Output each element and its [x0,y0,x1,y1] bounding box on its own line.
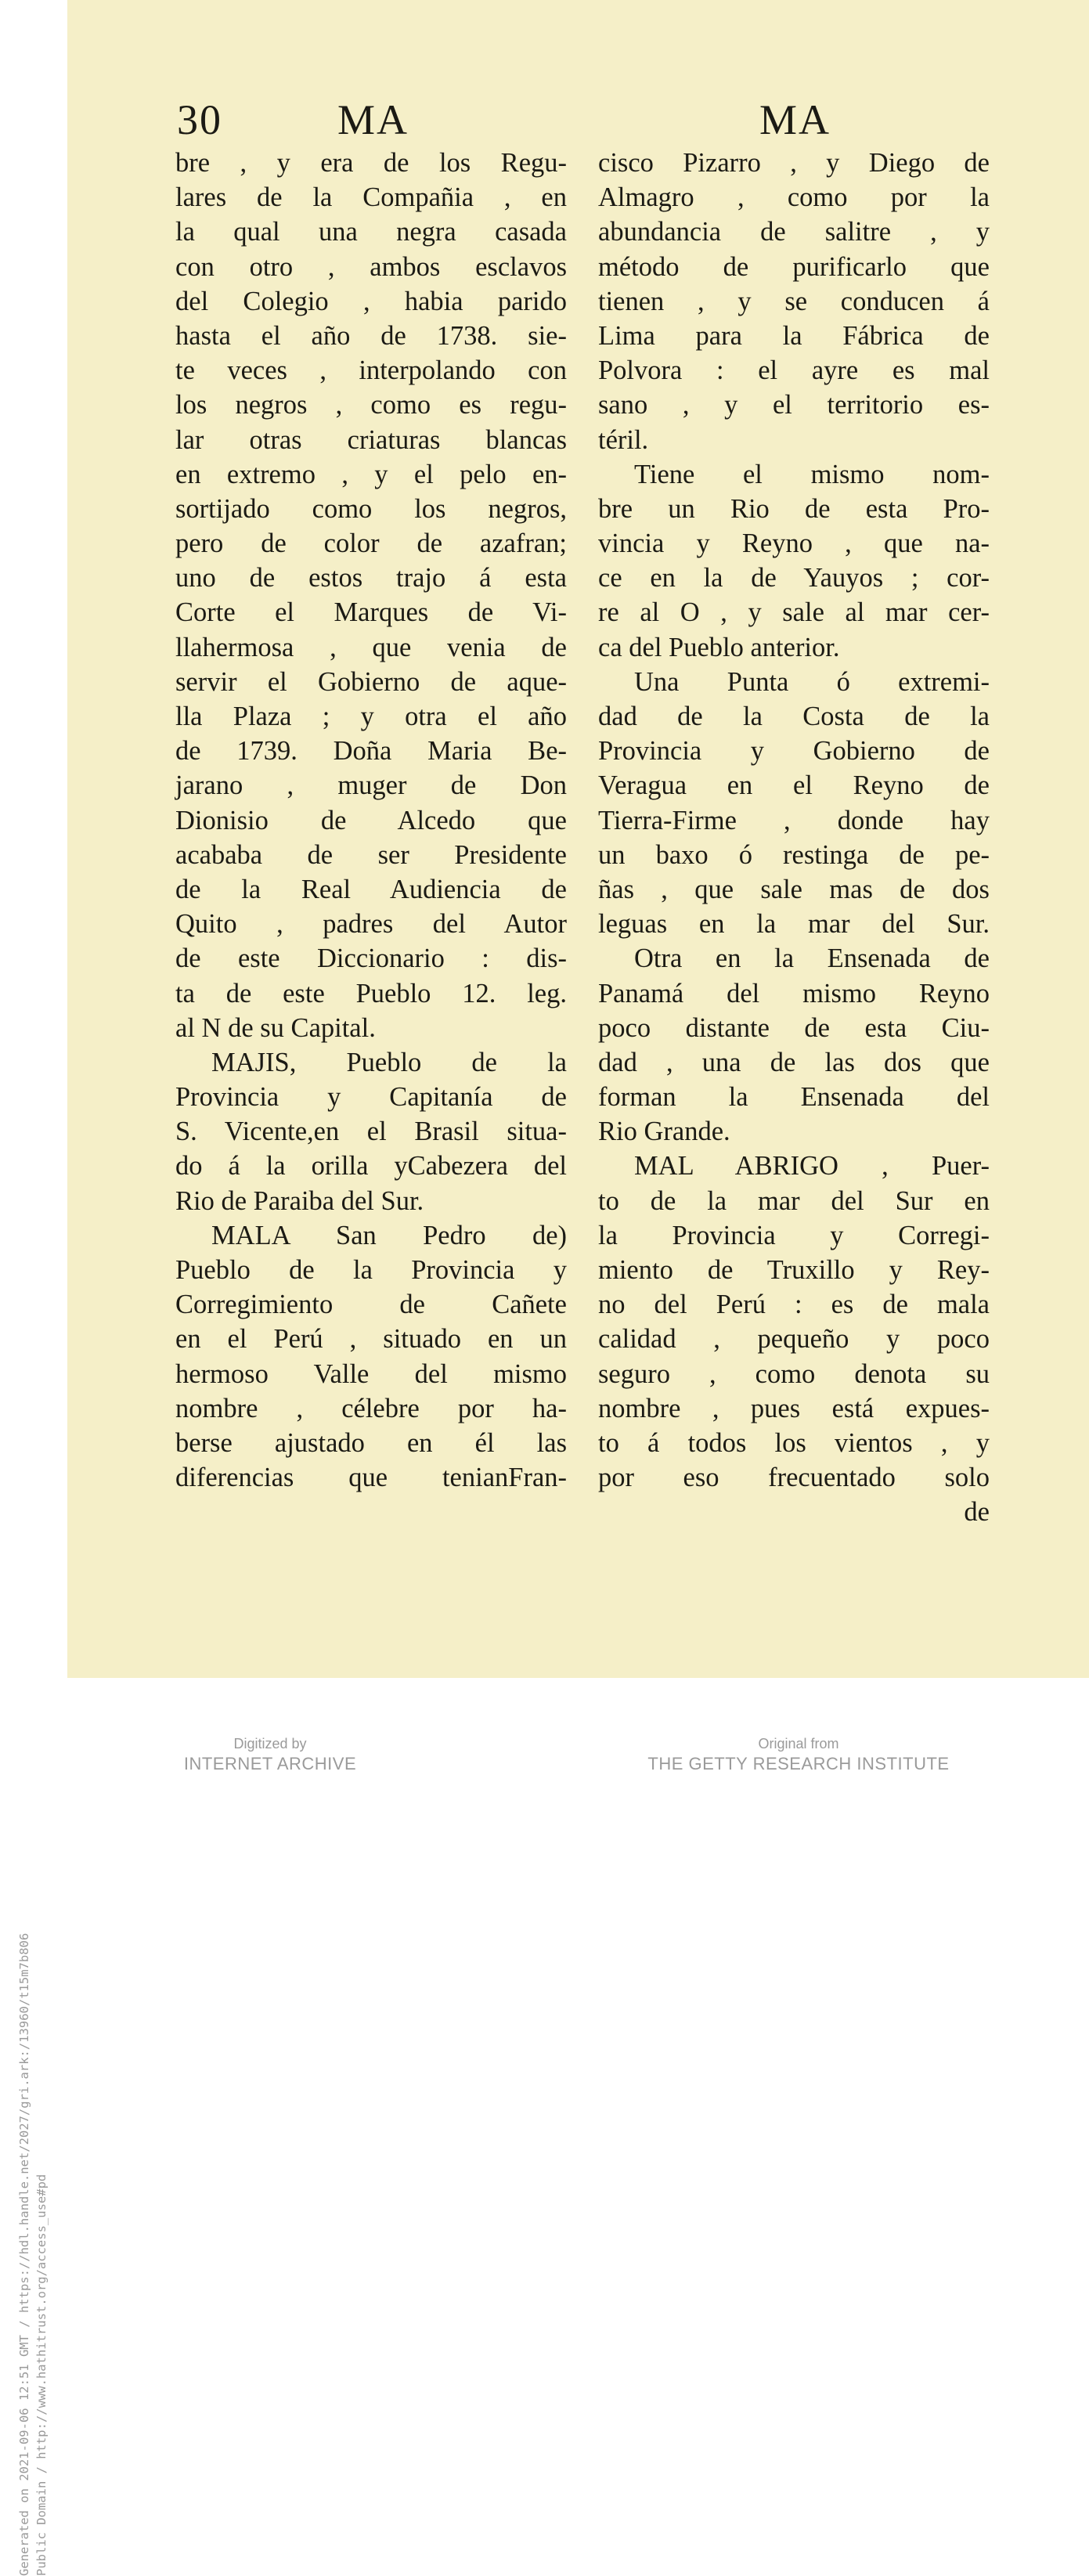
text-line: un baxo ó restinga de pe- [598,839,990,870]
text-line: Panamá del mismo Reyno [598,978,990,1008]
text-line: los negros , como es regu- [175,390,567,420]
text-line: la Provincia y Corregi- [598,1220,990,1250]
text-line: cisco Pizarro , y Diego de [598,148,990,178]
text-line: uno de estos trajo á esta [175,563,567,593]
text-line: de [964,1497,990,1528]
text-line: Tiene el mismo nom- [634,459,990,489]
text-line: del Colegio , habia parido [175,286,567,316]
text-line: la qual una negra casada [175,217,567,247]
right-text-column [598,146,990,1530]
text-line: Provincia y Gobierno de [598,736,990,767]
source-institution: THE GETTY RESEARCH INSTITUTE [647,1754,950,1773]
text-line: lla Plaza ; y otra el año [175,702,567,731]
text-line: no del Perú : es de mala [598,1290,990,1320]
text-line: seguro , como denota su [598,1358,990,1389]
text-line: Quito , padres del Autor [175,909,567,940]
text-line: pero de color de azafran; [175,529,567,559]
text-line: berse ajustado en él las [175,1427,567,1458]
text-line: Provincia y Capitanía de [175,1082,567,1113]
left-running-header: MA [337,96,409,143]
text-line: Rio de Paraiba del Sur. [175,1185,424,1216]
text-line: leguas en la mar del Sur. [598,909,990,940]
text-line: to de la mar del Sur en [598,1185,990,1216]
text-line: bre un Rio de esta Pro- [598,493,990,524]
original-from-label: Original from [758,1736,839,1752]
original-from-credit [634,1734,963,1775]
text-line: Dionisio de Alcedo que [175,805,567,835]
text-line: te veces , interpolando con [175,355,567,386]
text-line: lares de la Compañia , en [175,182,567,213]
page-number: 30 [177,96,222,143]
text-line: Corregimiento de Cañete [175,1290,567,1320]
text-line: llahermosa , que venia de [175,632,567,662]
text-line: nombre , pues está expues- [598,1393,990,1423]
text-line: Rio Grande. [598,1117,730,1147]
text-line: ce en la de Yauyos ; cor- [598,563,990,593]
text-line: con otro , ambos esclavos [175,251,567,282]
watermark-line-rights: Public Domain / http://www.hathitrust.org/access_use#pd [34,2174,49,2576]
text-line: dad de la Costa de la [598,702,990,731]
text-line: bre , y era de los Regu- [175,148,567,178]
left-text-column [175,146,567,1495]
hathitrust-watermark [16,1715,50,2576]
text-line: Lima para la Fábrica de [598,320,990,351]
text-line: Una Punta ó extremi- [634,666,990,697]
text-line: miento de Truxillo y Rey- [598,1255,990,1285]
text-line: Tierra-Firme , donde hay [598,805,990,835]
text-line: forman la Ensenada del [598,1082,990,1113]
text-line: Veragua en el Reyno de [598,770,990,801]
right-running-header: MA [759,96,831,143]
text-line: en el Perú , situado en un [175,1324,567,1355]
text-line: sortijado como los negros, [175,493,567,524]
text-line: hermoso Valle del mismo [175,1358,567,1389]
text-line: ca del Pueblo anterior. [598,632,840,662]
text-line: dad , una de las dos que [598,1047,990,1077]
text-line: tienen , y se conducen á [598,286,990,316]
text-line: Corte el Marques de Vi- [175,597,567,628]
text-line: sano , y el territorio es- [598,390,990,420]
text-line: de la Real Audiencia de [175,874,567,904]
digitizer-name: INTERNET ARCHIVE [183,1754,357,1773]
scanned-page [67,0,1089,1678]
text-line: MAL ABRIGO , Puer- [634,1151,990,1182]
text-line: en extremo , y el pelo en- [175,459,567,489]
text-line: téril. [598,424,649,455]
watermark-line-generated: Generated on 2021-09-06 12:51 GMT / https://hdl.handle.net/2027/gri.ark:/13960/t15m7b806 [17,1932,31,2576]
digitized-by-credit [153,1734,388,1775]
text-line: to á todos los vientos , y [598,1427,990,1458]
text-line: MAJIS, Pueblo de la [211,1047,567,1077]
text-line: re al O , y sale al mar cer- [598,597,990,628]
text-line: diferencias que tenianFran- [175,1463,567,1493]
text-line: poco distante de esta Ciu- [598,1012,990,1043]
text-line: servir el Gobierno de aque- [175,666,567,697]
digitized-by-label: Digitized by [233,1736,307,1752]
text-line: por eso frecuentado solo [598,1463,990,1493]
text-line: al N de su Capital. [175,1012,376,1043]
text-line: S. Vicente,en el Brasil situa- [175,1117,567,1147]
text-line: Almagro , como por la [598,182,990,213]
text-line: de este Diccionario : dis- [175,943,567,974]
text-line: vincia y Reyno , que na- [598,529,990,559]
text-line: método de purificarlo que [598,251,990,282]
text-line: do á la orilla yCabezera del [175,1151,567,1182]
text-line: MALA San Pedro de) [211,1220,567,1250]
text-line: ñas , que sale mas de dos [598,874,990,904]
text-line: Otra en la Ensenada de [634,943,990,974]
text-line: acababa de ser Presidente [175,839,567,870]
text-line: lar otras criaturas blancas [175,424,567,455]
text-line: ta de este Pueblo 12. leg. [175,978,567,1008]
text-line: Pueblo de la Provincia y [175,1255,567,1285]
text-line: abundancia de salitre , y [598,217,990,247]
text-line: nombre , célebre por ha- [175,1393,567,1423]
text-line: jarano , muger de Don [175,770,567,801]
text-line: hasta el año de 1738. sie- [175,320,567,351]
text-line: calidad , pequeño y poco [598,1324,990,1355]
text-line: de 1739. Doña Maria Be- [175,736,567,767]
text-line: Polvora : el ayre es mal [598,355,990,386]
